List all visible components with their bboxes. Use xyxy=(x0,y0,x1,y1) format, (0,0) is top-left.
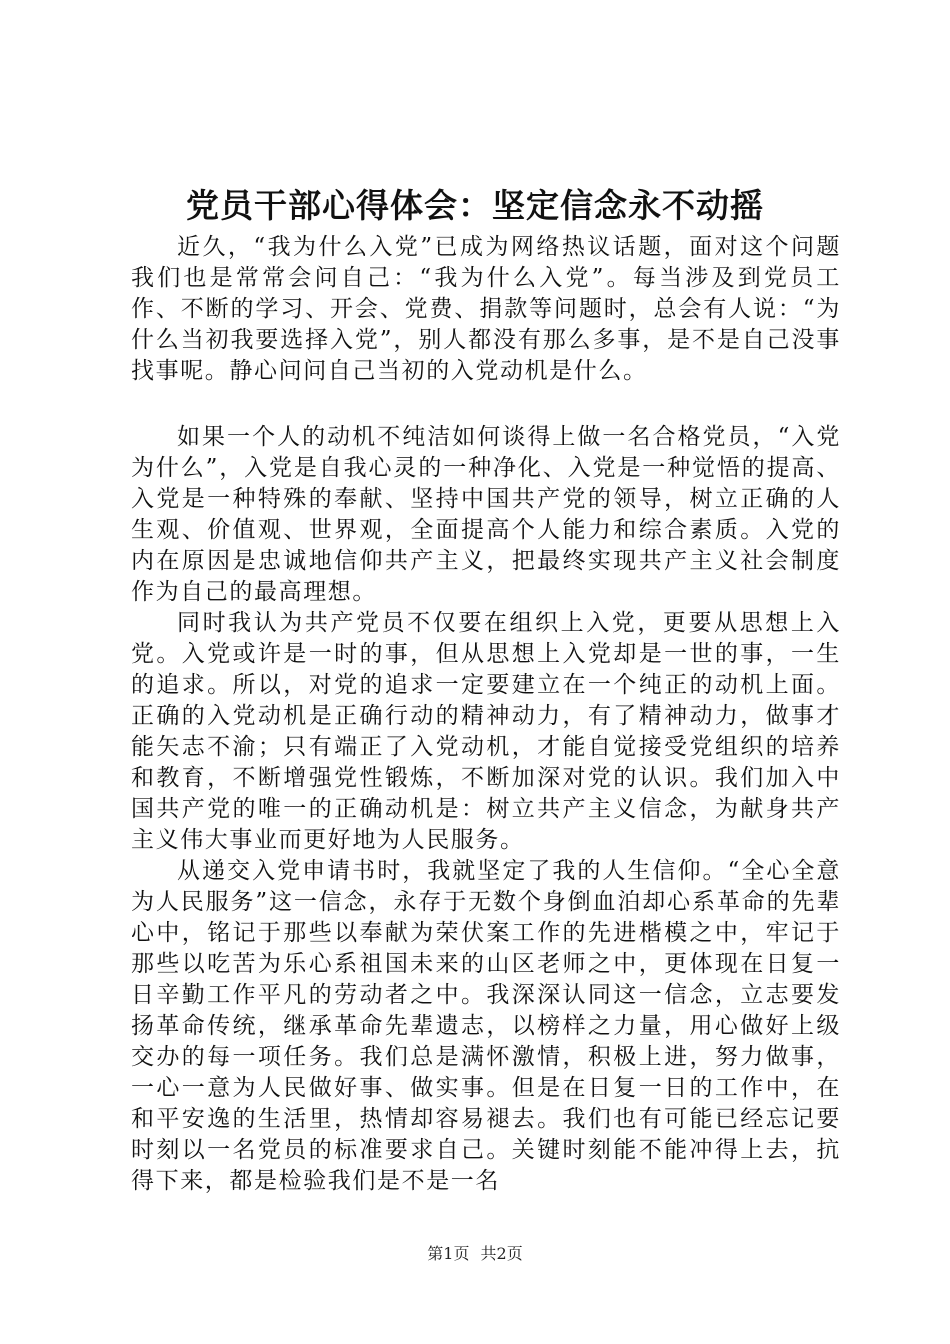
page-total: 共2页 xyxy=(480,1244,523,1263)
paragraph-1: 近久，“我为什么入党”已成为网络热议话题，面对这个问题我们也是常常会问自己：“我为什么入党”。每当涉及到党员工作、不断的学习、开会、党费、捐款等问题时，总会有人说：“为什么当初我要选择入党”，别人都没有那么多事，是不是自己没事找事呢。静心问问自己当初的入党动机是什么。 xyxy=(131,234,841,384)
paragraph-4: 从递交入党申请书时，我就坚定了我的人生信仰。“全心全意为人民服务”这一信念，永存于无数个身倒血泊却心系革命的先辈心中，铭记于那些以奉献为荣伏案工作的先进楷模之中，牢记于那些以吃苦为乐心系祖国未来的山区老师之中，更体现在日复一日辛勤工作平凡的劳动者之中。我深深认同这一信念，立志要发扬革命传统，继承革命先辈遗志，以榜样之力量，用心做好上级交办的每一项任务。我们总是满怀激情，积极上进，努力做事，一心一意为人民做好事、做实事。但是在日复一日的工作中，在和平安逸的生活里，热情却容易褪去。我们也有可能已经忘记要时刻以一名党员的标准要求自己。关键时刻能不能冲得上去，抗得下来，都是检验我们是不是一名 xyxy=(131,858,841,1194)
page-footer xyxy=(0,1242,950,1266)
document-title: 党员干部心得体会：坚定信念永不动摇 xyxy=(186,186,764,225)
document-body xyxy=(131,232,841,1197)
paragraph-3: 同时我认为共产党员不仅要在组织上入党，更要从思想上入党。入党或许是一时的事，但从思想上入党却是一世的事，一生的追求。所以，对党的追求一定要建立在一个纯正的动机上面。正确的入党动机是正确行动的精神动力，有了精神动力，做事才能矢志不渝；只有端正了入党动机，才能自觉接受党组织的培养和教育，不断增强党性锻炼，不断加深对党的认识。我们加入中国共产党的唯一的正确动机是：树立共产主义信念，为献身共产主义伟大事业而更好地为人民服务。 xyxy=(131,610,841,853)
paragraph-2: 如果一个人的动机不纯洁如何谈得上做一名合格党员，“入党为什么”，入党是自我心灵的一种净化、入党是一种觉悟的提高、入党是一种特殊的奉献、坚持中国共产党的领导，树立正确的人生观、价值观、世界观，全面提高个人能力和综合素质。入党的内在原因是忠诚地信仰共产主义，把最终实现共产主义社会制度作为自己的最高理想。 xyxy=(131,424,841,605)
page-number: 第1页 xyxy=(427,1244,470,1263)
